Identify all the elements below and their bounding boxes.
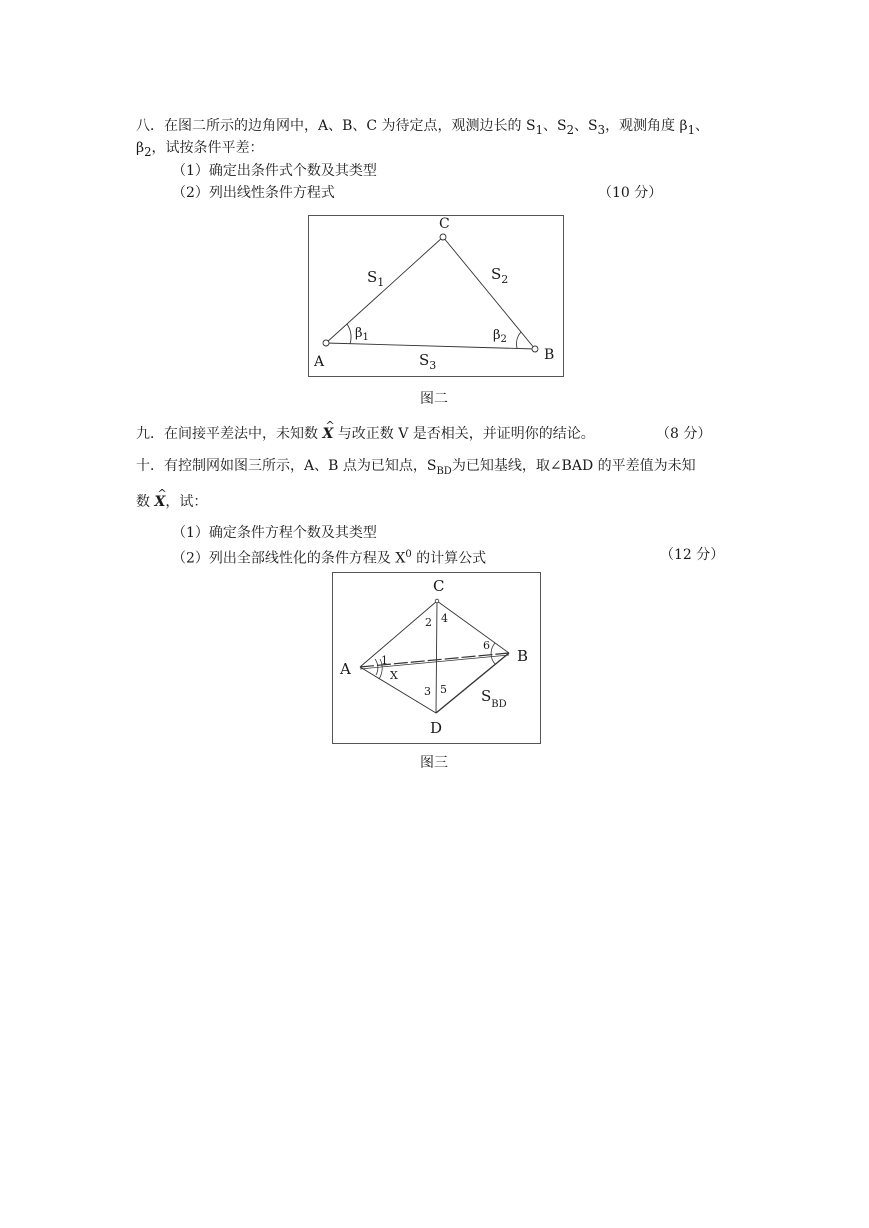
q9-xhat: ^ X (322, 426, 333, 442)
q10-item2-a: （2）列出全部线性化的条件方程及 X (172, 550, 406, 567)
point-b (532, 346, 538, 352)
q8-text-a: 八．在图二所示的边角网中，A、B、C 为待定点，观测边长的 S (136, 118, 536, 134)
q9-line (136, 425, 595, 443)
q10-line2-a: 数 (136, 494, 155, 510)
label-s1: $S_1$ (367, 268, 385, 289)
figure-2 (308, 215, 564, 377)
q8-text-b: ，观测角度 β (605, 118, 688, 134)
label-5: 5 (440, 683, 447, 696)
figure-2-diagram (309, 216, 563, 376)
figure-3-caption: 图三 (420, 755, 448, 771)
q10-line2-b: ，试： (165, 494, 208, 510)
point-a (323, 340, 329, 346)
q10-score: （12 分） (660, 547, 725, 563)
q8-s2-sub: 2 (566, 122, 575, 137)
q8-b2-sub: 2 (144, 144, 152, 159)
q9-text-a: 九．在间接平差法中，未知数 (136, 426, 323, 442)
label-b: B (544, 347, 555, 363)
q10-xhat: ^ X (154, 494, 165, 510)
label-beta2: $\beta_2$ (493, 328, 507, 345)
label-b: B (517, 647, 529, 665)
q8-line-2 (136, 139, 264, 161)
q10-text-b: 为已知基线，取∠BAD 的平差值为未知 (451, 458, 696, 474)
angle-arc-a-1 (375, 659, 378, 675)
figure-3 (332, 572, 541, 744)
label-s2: $S_2$ (491, 265, 509, 286)
label-a: A (340, 660, 351, 678)
q10-item2-sup: 0 (405, 549, 412, 560)
label-6: 6 (483, 639, 490, 652)
figure-3-diagram (333, 573, 540, 743)
label-2: 2 (425, 616, 432, 629)
label-3: 3 (424, 685, 431, 698)
label-c: C (439, 216, 450, 232)
q8-b1-sub: 1 (687, 122, 696, 137)
label-a: A (314, 354, 325, 370)
q9-text-b: 与改正数 V 是否相关，并证明你的结论。 (333, 426, 595, 442)
q8-line-1 (136, 117, 709, 139)
figure-2-caption: 图二 (420, 391, 448, 407)
label-4: 4 (441, 612, 448, 625)
angle-arc-b2 (517, 332, 521, 348)
label-c: C (433, 577, 445, 595)
q8-sep2: 、S (574, 118, 598, 134)
q8-line2-b: ，试按条件平差： (151, 140, 264, 156)
point-c (435, 599, 439, 603)
label-beta1: $\beta_1$ (355, 326, 369, 343)
label-s3: $S_3$ (419, 351, 437, 372)
q10-item-1: （1）确定条件方程个数及其类型 (172, 525, 377, 541)
q9-score: （8 分） (656, 426, 712, 442)
angle-arc-b1 (347, 324, 351, 344)
q8-text-c: 、 (695, 118, 710, 134)
q8-line2-a: β (136, 140, 145, 156)
side-cd (436, 601, 437, 713)
q10-item2-b: 的计算公式 (411, 550, 487, 567)
q8-score: （10 分） (598, 185, 663, 201)
side-cb (437, 601, 509, 653)
q10-text-a: 十．有控制网如图三所示，A、B 点为已知点，S (136, 458, 437, 474)
point-c (440, 234, 446, 240)
q8-sep1: 、S (543, 118, 567, 134)
label-1: 1 (381, 654, 388, 667)
q8-s3-sub: 3 (597, 122, 606, 137)
q10-line-2 (136, 493, 207, 511)
label-x: X (390, 669, 398, 682)
side-ac (360, 601, 437, 667)
label-sbd: $S_{BD}$ (481, 687, 507, 710)
side-s1 (326, 237, 443, 343)
q8-item-1: （1）确定出条件式个数及其类型 (172, 163, 377, 179)
q10-bd-sub: BD (436, 465, 452, 477)
q10-item-2 (172, 546, 486, 568)
label-d: D (430, 719, 443, 737)
angle-arc-b (491, 643, 495, 664)
q8-item-2: （2）列出线性条件方程式 (172, 185, 335, 201)
q10-line-1 (136, 457, 696, 481)
q8-s1-sub: 1 (535, 122, 544, 137)
